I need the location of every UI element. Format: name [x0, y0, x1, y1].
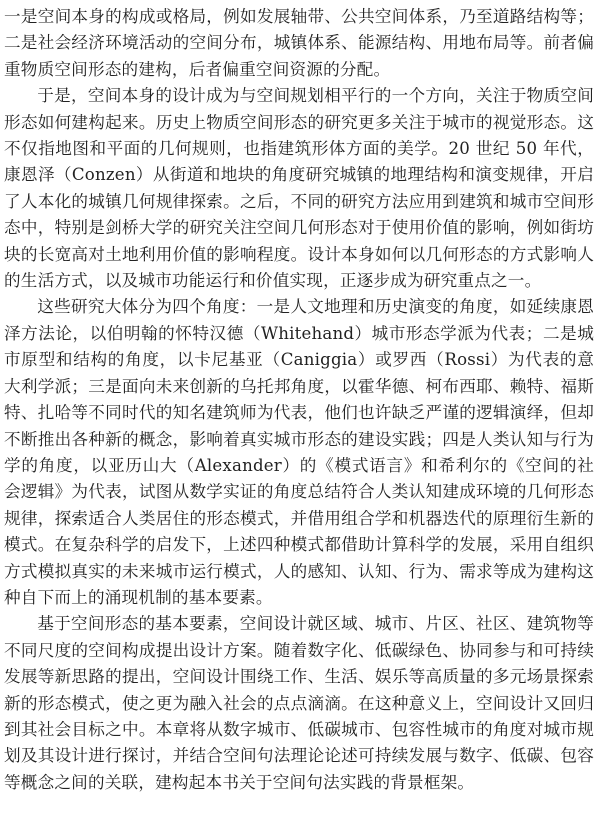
- paragraph-1: 一是空间本身的构成或格局，例如发展轴带、公共空间体系，乃至道路结构等；二是社会经济环境活动的空间分布，城镇体系、能源结构、用地布局等。前者偏重物质空间形态的建构，后者偏重空间资源的分配。: [4, 7, 594, 79]
- paragraph-3: 这些研究大体分为四个角度：一是人文地理和历史演变的角度，如延续康恩泽方法论，以伯明翰的怀特汉德（Whitehand）城市形态学派为代表；二是城市原型和结构的角度，以卡尼基亚（Caniggia）或罗西（Rossi）为代表的意大利学派；三是面向未来创新的乌托邦角度，以霍华德、柯布西耶、赖特、福斯特、扎哈等不同时代的知名建筑师为代表，他们也许缺乏严谨的逻辑演绎，但却不断推出各种新的概念，影响着真实城市形态的建设实践；四是人类认知与行为学的角度，以亚历山大（Alexander）的《模式语言》和希利尔的《空间的社会逻辑》为代表，试图从数学实证的角度总结符合人类认知建成环境的几何形态规律，探索适合人类居住的形态模式，并借用组合学和机器迭代的原理衍生新的模式。在复杂科学的启发下，上述四种模式都借助计算科学的发展，采用自组织方式模拟真实的未来城市运行模式，人的感知、认知、行为、需求等成为建构这种自下而上的涌现机制的基本要素。: [4, 297, 594, 607]
- paragraph-2: 于是，空间本身的设计成为与空间规划相平行的一个方向，关注于物质空间形态如何建构起来。历史上物质空间形态的研究更多关注于城市的视觉形态。这不仅指地图和平面的几何规则，也指建筑形体方面的美学。20 世纪 50 年代，康恩泽（Conzen）从街道和地块的角度研究城镇的地理结构和演变规律，开启了人本化的城镇几何规律探索。之后，不同的研究方法应用到建筑和城市空间形态中，特别是剑桥大学的研究关注空间几何形态对于使用价值的影响，例如街坊块的长宽高对土地利用价值的影响程度。设计本身如何以几何形态的方式影响人的生活方式，以及城市功能运行和价值实现，正逐步成为研究重点之一。: [4, 86, 594, 291]
- paragraph-4: 基于空间形态的基本要素，空间设计就区域、城市、片区、社区、建筑物等不同尺度的空间构成提出设计方案。随着数字化、低碳绿色、协同参与和可持续发展等新思路的提出，空间设计围绕工作、生活、娱乐等高质量的多元场景探索新的形态模式，使之更为融入社会的点点滴滴。在这种意义上，空间设计又回归到其社会目标之中。本章将从数字城市、低碳城市、包容性城市的角度对城市规划及其设计进行探讨，并结合空间句法理论论述可持续发展与数字、低碳、包容等概念之间的关联，建构起本书关于空间句法实践的背景框架。: [4, 614, 594, 792]
